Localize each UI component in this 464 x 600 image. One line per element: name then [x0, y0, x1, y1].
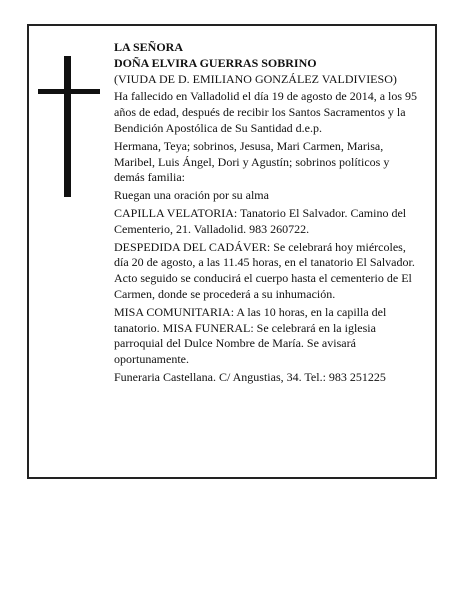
deceased-name: DOÑA ELVIRA GUERRAS SOBRINO	[114, 55, 317, 70]
cross-vertical-bar	[64, 56, 71, 197]
cross-horizontal-bar	[38, 89, 100, 94]
title-honorific: LA SEÑORA	[114, 40, 184, 54]
funeral-home-info: Funeraria Castellana. C/ Angustias, 34. Tel.: 983 251225	[114, 369, 386, 384]
obituary-text	[114, 40, 420, 386]
widow-of-line: (VIUDA DE D. EMILIANO GONZÁLEZ VALDIVIESO)	[114, 71, 397, 86]
prayer-request: Ruegan una oración por su alma	[114, 188, 269, 203]
death-announcement: Ha fallecido en Valladolid el día 19 de agosto de 2014, a los 95 años de edad, después de recibir los Santos Sacramentos y la Bendición Apostólica de Su Santidad d.e.p.	[114, 89, 418, 135]
mass-info: MISA COMUNITARIA: A las 10 horas, en la capilla del tanatorio. MISA FUNERAL: Se celebrará en la iglesia parroquial del Dulce Nombre de María. Se avisará oportunamente.	[114, 304, 387, 367]
latin-cross-icon	[38, 56, 100, 197]
farewell-info: DESPEDIDA DEL CADÁVER: Se celebrará hoy miércoles, día 20 de agosto, a las 11.45 horas, en el tanatorio El Salvador. Acto seguido se conducirá el cuerpo hasta el cementerio de El Carmen, donde se procederá a su inhumación.	[114, 239, 415, 301]
chapel-info: CAPILLA VELATORIA: Tanatorio El Salvador. Camino del Cementerio, 21. Valladolid. 983 260722.	[114, 205, 407, 236]
family-members: Hermana, Teya; sobrinos, Jesusa, Mari Carmen, Marisa, Maribel, Luis Ángel, Dori y Agustín; sobrinos políticos y demás familia:	[114, 138, 390, 185]
